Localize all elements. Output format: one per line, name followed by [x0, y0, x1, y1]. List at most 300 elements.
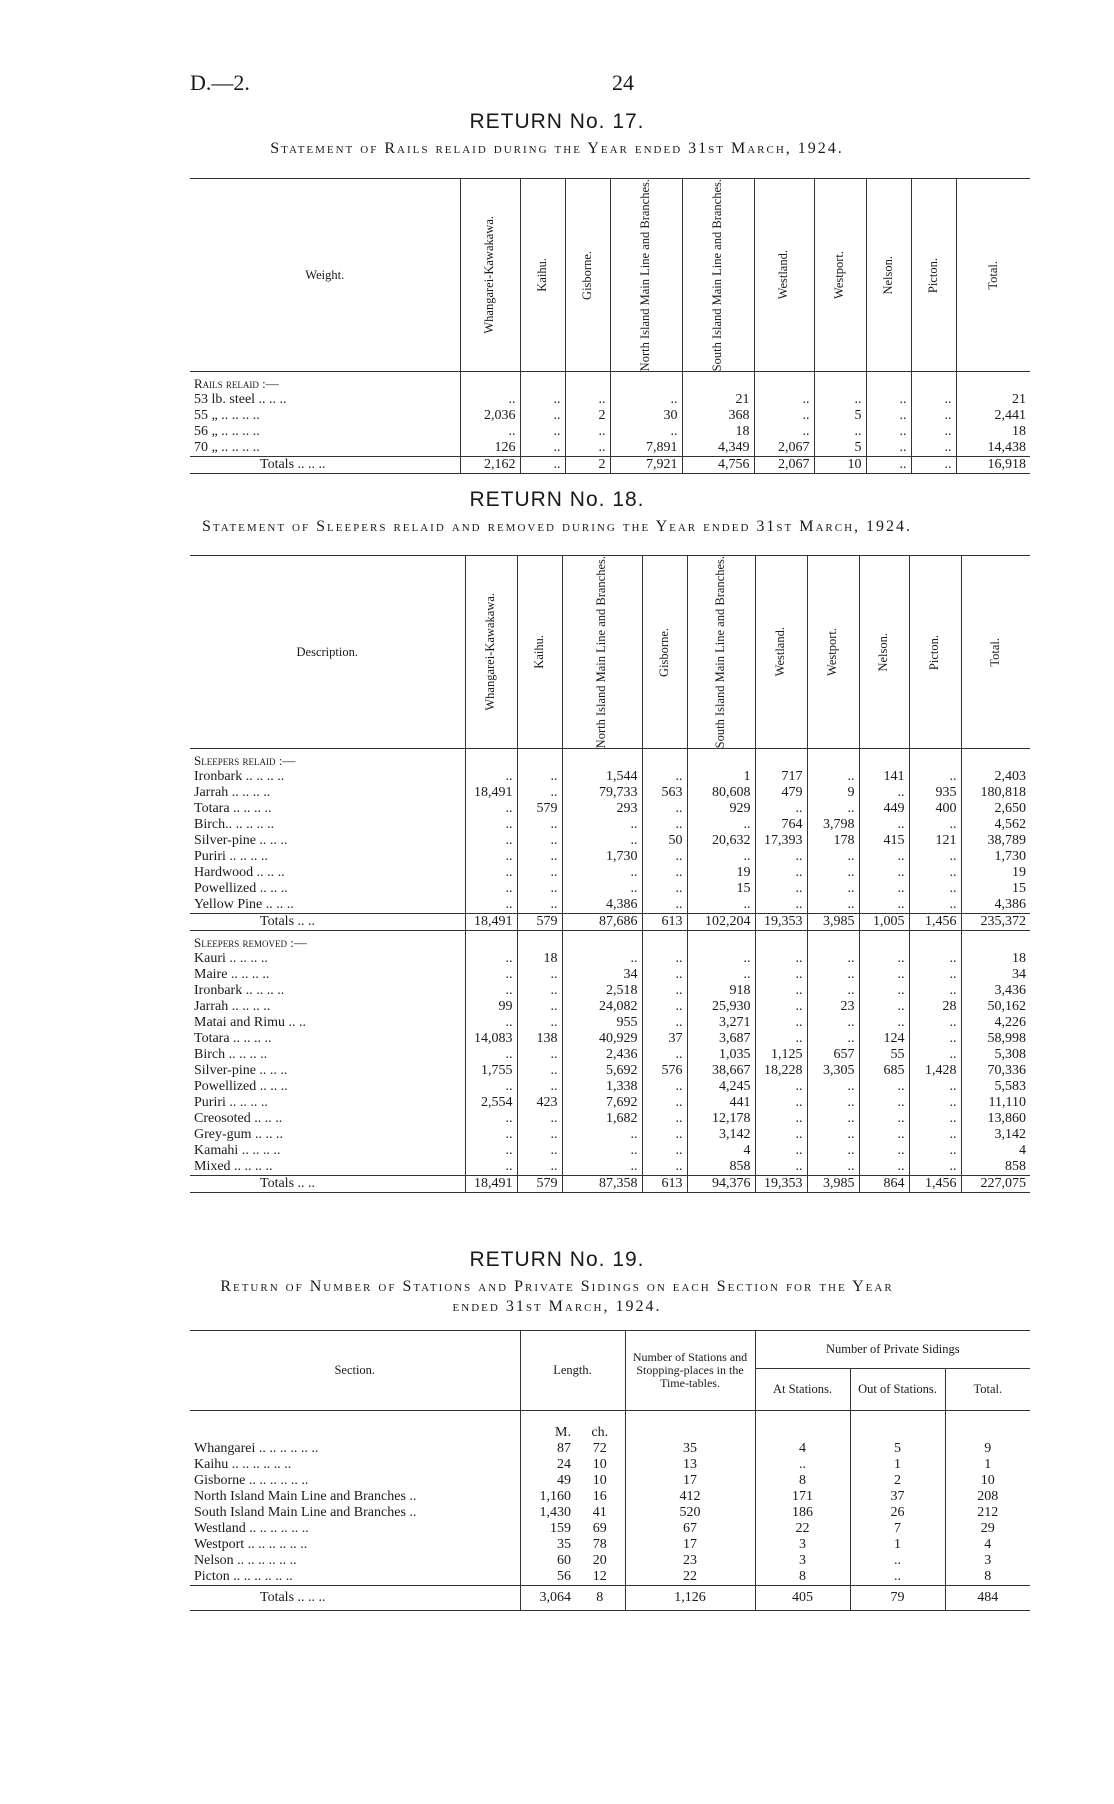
cell-value: 1,035	[687, 1047, 755, 1063]
cell-value: 15	[687, 881, 755, 897]
cell-value: 400	[909, 801, 961, 817]
cell-value: 14,083	[465, 1031, 517, 1047]
col-header-westport: Westport.	[825, 628, 840, 677]
cell-value: ..	[642, 1015, 687, 1031]
cell-value: 415	[859, 833, 909, 849]
cell-value: 21	[682, 392, 754, 408]
cell-value: ..	[517, 1159, 562, 1176]
cell-value: ..	[866, 392, 911, 408]
row-label: Totara .. .. .. ..	[194, 1031, 272, 1047]
totals-row	[190, 1585, 1030, 1610]
table-row	[190, 785, 1030, 801]
cell-value: ..	[562, 1127, 642, 1143]
cell-value: 412	[625, 1489, 755, 1505]
cell-value: ..	[909, 1031, 961, 1047]
cell-value: ..	[687, 967, 755, 983]
cell-value: 955	[562, 1015, 642, 1031]
cell-value: 18,491	[465, 914, 517, 931]
cell-value: ..	[642, 1111, 687, 1127]
table-row	[190, 897, 1030, 914]
cell-value: 19,353	[755, 914, 807, 931]
cell-value: ..	[807, 1127, 859, 1143]
cell-value: ..	[642, 999, 687, 1015]
cell-value: 35	[520, 1537, 575, 1553]
row-label: Kaihu .. .. .. .. .. ..	[194, 1456, 292, 1472]
cell-value: ..	[642, 801, 687, 817]
row-label: South Island Main Line and Branches ..	[194, 1504, 417, 1520]
cell-value: 17,393	[755, 833, 807, 849]
cell-value: 1,430	[520, 1505, 575, 1521]
cell-value: ..	[807, 1111, 859, 1127]
cell-value: 3,271	[687, 1015, 755, 1031]
cell-value: ..	[754, 424, 814, 440]
cell-value: 17	[625, 1537, 755, 1553]
cell-value: ..	[642, 849, 687, 865]
cell-value: ..	[807, 1015, 859, 1031]
table-row	[190, 817, 1030, 833]
cell-value: 864	[859, 1176, 909, 1193]
col-header-section: Section.	[334, 1363, 376, 1377]
row-label: Kamahi .. .. .. ..	[194, 1143, 281, 1159]
cell-value: 4	[945, 1537, 1030, 1553]
cell-value: ..	[755, 1111, 807, 1127]
col-header-westland: Westland.	[776, 250, 791, 300]
row-label: Puriri .. .. .. ..	[194, 849, 268, 865]
cell-value: 18	[961, 951, 1030, 967]
cell-value: 858	[687, 1159, 755, 1176]
cell-value: 1,160	[520, 1489, 575, 1505]
cell-value: ..	[859, 785, 909, 801]
col-header-private-sidings: Number of Private Sidings	[755, 1331, 1030, 1369]
row-label: 53 lb. steel .. .. ..	[194, 392, 287, 408]
cell-value: ..	[859, 1015, 909, 1031]
cell-value: 5,308	[961, 1047, 1030, 1063]
return-17-subtitle: Statement of Rails relaid during the Year ended 31st March, 1924.	[270, 140, 844, 157]
cell-value: ..	[642, 1127, 687, 1143]
cell-value: 2	[565, 408, 610, 424]
return-18-title: RETURN No. 18.	[469, 488, 645, 511]
row-label: Birch.. .. .. .. ..	[194, 817, 275, 833]
cell-value: 34	[562, 967, 642, 983]
row-label: Powellized .. .. ..	[194, 1079, 288, 1095]
cell-value: 3	[755, 1553, 850, 1569]
cell-value: ..	[520, 440, 565, 457]
cell-value: 13,860	[961, 1111, 1030, 1127]
cell-value: ..	[814, 424, 866, 440]
cell-value: 178	[807, 833, 859, 849]
section-label: Sleepers removed :—	[194, 935, 307, 951]
col-header-south-island: South Island Main Line and Branches.	[713, 556, 728, 749]
cell-value: ..	[909, 967, 961, 983]
row-label: Mixed .. .. .. ..	[194, 1159, 273, 1175]
cell-value: 20,632	[687, 833, 755, 849]
cell-value: 56	[520, 1569, 575, 1586]
col-header-picton: Picton.	[925, 257, 940, 293]
cell-value: 23	[807, 999, 859, 1015]
cell-value: 2,162	[460, 457, 520, 474]
cell-value: ..	[465, 801, 517, 817]
table-row	[190, 1111, 1030, 1127]
cell-value: ..	[517, 785, 562, 801]
cell-value: 3,142	[961, 1127, 1030, 1143]
cell-value: 55	[859, 1047, 909, 1063]
cell-value: ..	[562, 1159, 642, 1176]
cell-value: 3	[945, 1553, 1030, 1569]
row-label: Matai and Rimu .. ..	[194, 1015, 306, 1031]
cell-value: ..	[465, 817, 517, 833]
cell-value: ..	[911, 440, 956, 457]
cell-value: ..	[755, 801, 807, 817]
cell-value: 14,438	[956, 440, 1030, 457]
cell-value: ..	[755, 1127, 807, 1143]
cell-value: ..	[909, 983, 961, 999]
cell-value: ..	[465, 881, 517, 897]
cell-value: ..	[755, 983, 807, 999]
cell-value: ..	[807, 801, 859, 817]
cell-value: 171	[755, 1489, 850, 1505]
cell-value: 67	[625, 1521, 755, 1537]
cell-value: 235,372	[961, 914, 1030, 931]
cell-value: 1	[945, 1457, 1030, 1473]
cell-value: ..	[520, 408, 565, 424]
cell-value: 227,075	[961, 1176, 1030, 1193]
cell-value: 69	[592, 1520, 607, 1536]
row-label: Nelson .. .. .. .. .. ..	[194, 1552, 297, 1568]
cell-value: 4	[961, 1143, 1030, 1159]
cell-value: 2,650	[961, 801, 1030, 817]
cell-value: ..	[866, 457, 911, 474]
row-label: Hardwood .. .. ..	[194, 865, 285, 881]
cell-value: ..	[642, 897, 687, 914]
cell-value: ..	[807, 967, 859, 983]
table-row	[190, 1143, 1030, 1159]
cell-value: ..	[460, 424, 520, 440]
cell-value: ..	[909, 881, 961, 897]
cell-value: ..	[909, 1143, 961, 1159]
cell-value: ..	[850, 1553, 945, 1569]
cell-value: 25,930	[687, 999, 755, 1015]
cell-value: 1,755	[465, 1063, 517, 1079]
return-19-subtitle-1: Return of Number of Stations and Private Sidings on each Section for the Year	[220, 1278, 894, 1295]
cell-value: ..	[909, 897, 961, 914]
cell-value: 5	[814, 408, 866, 424]
cell-value: ..	[517, 849, 562, 865]
cell-value: 38,789	[961, 833, 1030, 849]
col-header-total: Total.	[945, 1369, 1030, 1411]
cell-value: ..	[517, 967, 562, 983]
cell-value: 4	[755, 1441, 850, 1457]
cell-value: 180,818	[961, 785, 1030, 801]
cell-value: 441	[687, 1095, 755, 1111]
cell-value: 3,305	[807, 1063, 859, 1079]
cell-value: 3	[755, 1537, 850, 1553]
cell-value: ..	[465, 1127, 517, 1143]
cell-value: 5,583	[961, 1079, 1030, 1095]
cell-value: 5	[850, 1441, 945, 1457]
table-row	[190, 1095, 1030, 1111]
cell-value: ..	[807, 1159, 859, 1176]
cell-value: ..	[460, 392, 520, 408]
cell-value: ..	[517, 1063, 562, 1079]
cell-value: 8	[755, 1473, 850, 1489]
totals-label: Totals .. .. ..	[260, 457, 326, 473]
row-label: Gisborne .. .. .. .. .. ..	[194, 1472, 309, 1488]
cell-value: ..	[517, 1143, 562, 1159]
cell-value: 50	[642, 833, 687, 849]
cell-value: 10	[592, 1472, 607, 1488]
cell-value: 579	[517, 801, 562, 817]
totals-row	[190, 457, 1030, 474]
row-label: Maire .. .. .. ..	[194, 967, 270, 983]
cell-value: ..	[866, 408, 911, 424]
cell-value: 520	[625, 1505, 755, 1521]
cell-value: ..	[610, 424, 682, 440]
return-17-title: RETURN No. 17.	[469, 110, 645, 133]
cell-value: ..	[755, 1031, 807, 1047]
cell-value: 13	[625, 1457, 755, 1473]
row-label: Totara .. .. .. ..	[194, 801, 272, 817]
table-row	[190, 1537, 1030, 1553]
cell-value: 87,686	[562, 914, 642, 931]
cell-value: 918	[687, 983, 755, 999]
col-header-picton: Picton.	[927, 634, 942, 670]
cell-value: 5,692	[562, 1063, 642, 1079]
row-label: North Island Main Line and Branches ..	[194, 1488, 417, 1504]
cell-value: 5	[814, 440, 866, 457]
unit-chains: ch.	[591, 1424, 609, 1440]
cell-value: ..	[866, 424, 911, 440]
cell-value: 35	[625, 1441, 755, 1457]
cell-value: ..	[517, 817, 562, 833]
cell-value: 7	[850, 1521, 945, 1537]
cell-value: 38,667	[687, 1063, 755, 1079]
cell-value: 37	[850, 1489, 945, 1505]
col-header-gisborne: Gisborne.	[579, 250, 594, 300]
cell-value: ..	[755, 967, 807, 983]
cell-value: 405	[755, 1585, 850, 1610]
table-row	[190, 1031, 1030, 1047]
page-number: 24	[612, 70, 634, 95]
cell-value: 80,608	[687, 785, 755, 801]
cell-value: ..	[642, 1047, 687, 1063]
cell-value: ..	[465, 1159, 517, 1176]
cell-value: 2,554	[465, 1095, 517, 1111]
cell-value: 7,891	[610, 440, 682, 457]
cell-value: ..	[909, 1015, 961, 1031]
row-label: Picton .. .. .. .. .. ..	[194, 1568, 293, 1584]
cell-value: ..	[642, 951, 687, 967]
cell-value: 7,921	[610, 457, 682, 474]
cell-value: 2,441	[956, 408, 1030, 424]
cell-value: 3,985	[807, 1176, 859, 1193]
cell-value: 1	[850, 1537, 945, 1553]
cell-value: 8	[945, 1569, 1030, 1586]
col-header-at-stations: At Stations.	[755, 1369, 850, 1411]
table-row	[190, 392, 1030, 408]
cell-value: 37	[642, 1031, 687, 1047]
cell-value: ..	[517, 897, 562, 914]
cell-value: 19	[961, 865, 1030, 881]
cell-value: ..	[807, 849, 859, 865]
cell-value: 9	[807, 785, 859, 801]
cell-value: ..	[859, 1095, 909, 1111]
cell-value: ..	[642, 967, 687, 983]
cell-value: ..	[520, 457, 565, 474]
cell-value: 1	[850, 1457, 945, 1473]
cell-value: 99	[465, 999, 517, 1015]
cell-value: 72	[592, 1440, 607, 1456]
cell-value: 3,436	[961, 983, 1030, 999]
cell-value: ..	[562, 817, 642, 833]
cell-value: ..	[850, 1569, 945, 1586]
cell-value: ..	[911, 408, 956, 424]
cell-value: 138	[517, 1031, 562, 1047]
cell-value: 121	[909, 833, 961, 849]
col-header-total: Total.	[985, 260, 1000, 290]
cell-value: 208	[945, 1489, 1030, 1505]
cell-value: 16,918	[956, 457, 1030, 474]
col-header-south-island: South Island Main Line and Branches.	[710, 179, 725, 372]
cell-value: 26	[850, 1505, 945, 1521]
col-header-kaihu: Kaihu.	[534, 258, 549, 292]
cell-value: ..	[859, 1159, 909, 1176]
cell-value: 2,036	[460, 408, 520, 424]
cell-value: 8	[596, 1589, 604, 1605]
col-header-total: Total.	[988, 637, 1003, 667]
row-label: Jarrah .. .. .. ..	[194, 785, 271, 801]
table-row	[190, 1159, 1030, 1176]
cell-value: 20	[592, 1552, 607, 1568]
cell-value: 23	[625, 1553, 755, 1569]
cell-value: ..	[642, 1079, 687, 1095]
cell-value: ..	[517, 881, 562, 897]
totals-row	[190, 914, 1030, 931]
row-label: Silver-pine .. .. ..	[194, 1063, 288, 1079]
col-header-length: Length.	[520, 1331, 625, 1411]
sleepers-table	[190, 555, 1030, 1193]
cell-value: 17	[625, 1473, 755, 1489]
table-row	[190, 865, 1030, 881]
cell-value: ..	[520, 424, 565, 440]
cell-value: 3,064	[520, 1585, 575, 1610]
cell-value: 3,798	[807, 817, 859, 833]
cell-value: ..	[909, 1127, 961, 1143]
cell-value: 124	[859, 1031, 909, 1047]
cell-value: ..	[687, 897, 755, 914]
cell-value: 3,142	[687, 1127, 755, 1143]
cell-value: ..	[642, 881, 687, 897]
cell-value: ..	[859, 1143, 909, 1159]
row-label: Jarrah .. .. .. ..	[194, 999, 271, 1015]
totals-label: Totals .. ..	[260, 1176, 316, 1192]
cell-value: 159	[520, 1521, 575, 1537]
cell-value: ..	[687, 849, 755, 865]
cell-value: ..	[465, 1047, 517, 1063]
cell-value: 9	[945, 1441, 1030, 1457]
cell-value: ..	[517, 769, 562, 785]
cell-value: 4	[687, 1143, 755, 1159]
table-row	[190, 769, 1030, 785]
cell-value: ..	[565, 440, 610, 457]
cell-value: ..	[465, 983, 517, 999]
cell-value: 1,126	[625, 1585, 755, 1610]
cell-value: ..	[911, 392, 956, 408]
cell-value: 1,456	[909, 1176, 961, 1193]
table-row	[190, 1521, 1030, 1537]
cell-value: 4,349	[682, 440, 754, 457]
cell-value: 7,692	[562, 1095, 642, 1111]
cell-value: 3,985	[807, 914, 859, 931]
cell-value: 4,562	[961, 817, 1030, 833]
cell-value: ..	[517, 1127, 562, 1143]
cell-value: 102,204	[687, 914, 755, 931]
cell-value: 94,376	[687, 1176, 755, 1193]
col-header-out-of-stations: Out of Stations.	[850, 1369, 945, 1411]
cell-value: 1,338	[562, 1079, 642, 1095]
cell-value: ..	[807, 881, 859, 897]
cell-value: ..	[755, 881, 807, 897]
cell-value: ..	[807, 1095, 859, 1111]
cell-value: 449	[859, 801, 909, 817]
col-header-weight: Weight.	[305, 267, 345, 282]
table-row	[190, 951, 1030, 967]
cell-value: 34	[961, 967, 1030, 983]
table-row	[190, 1063, 1030, 1079]
cell-value: 717	[755, 769, 807, 785]
cell-value: ..	[755, 1159, 807, 1176]
table-row	[190, 1569, 1030, 1586]
cell-value: ..	[465, 967, 517, 983]
row-label: Birch .. .. .. ..	[194, 1047, 268, 1063]
cell-value: ..	[909, 1159, 961, 1176]
col-header-gisborne: Gisborne.	[656, 627, 671, 677]
cell-value: 186	[755, 1505, 850, 1521]
col-header-north-island: North Island Main Line and Branches.	[638, 179, 653, 372]
cell-value: ..	[520, 392, 565, 408]
cell-value: ..	[642, 983, 687, 999]
cell-value: 126	[460, 440, 520, 457]
cell-value: ..	[465, 849, 517, 865]
row-label: Ironbark .. .. .. ..	[194, 769, 285, 785]
cell-value: ..	[859, 849, 909, 865]
cell-value: ..	[807, 865, 859, 881]
col-header-westport: Westport.	[832, 251, 847, 300]
cell-value: ..	[909, 769, 961, 785]
cell-value: ..	[755, 951, 807, 967]
cell-value: ..	[859, 881, 909, 897]
cell-value: 21	[956, 392, 1030, 408]
cell-value: ..	[807, 983, 859, 999]
cell-value: 2,518	[562, 983, 642, 999]
cell-value: 60	[520, 1553, 575, 1569]
unit-miles: M.	[520, 1411, 575, 1441]
table-row	[190, 833, 1030, 849]
return-19-title: RETURN No. 19.	[469, 1248, 645, 1271]
cell-value: ..	[807, 1031, 859, 1047]
cell-value: 613	[642, 1176, 687, 1193]
cell-value: 4,386	[961, 897, 1030, 914]
cell-value: 4,386	[562, 897, 642, 914]
cell-value: ..	[465, 1143, 517, 1159]
row-label: Kauri .. .. .. ..	[194, 951, 268, 967]
cell-value: 1,456	[909, 914, 961, 931]
cell-value: 1,730	[562, 849, 642, 865]
cell-value: 16	[592, 1488, 607, 1504]
cell-value: 613	[642, 914, 687, 931]
cell-value: 2	[565, 457, 610, 474]
cell-value: ..	[687, 817, 755, 833]
cell-value: ..	[754, 408, 814, 424]
